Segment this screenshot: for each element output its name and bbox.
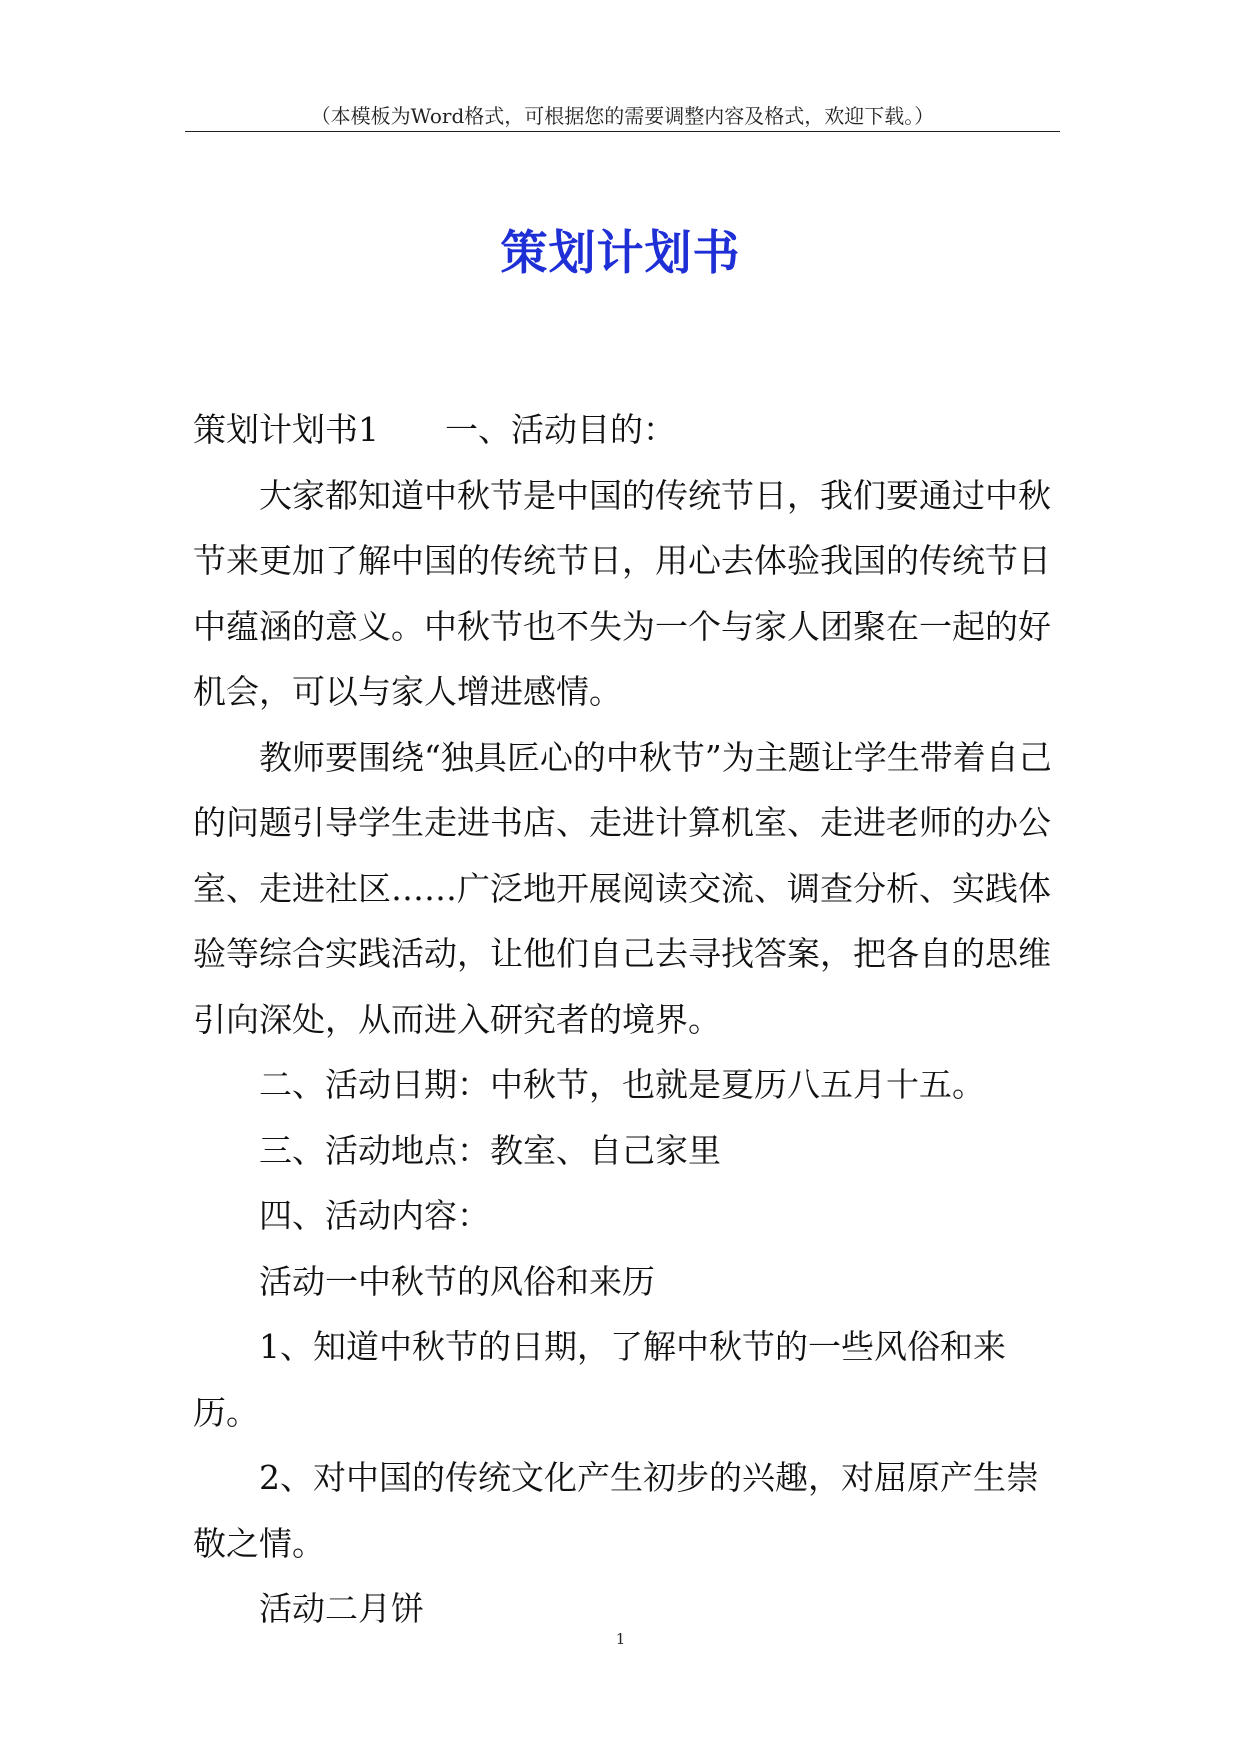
paragraph-activity-one: 活动一中秋节的风俗和来历 [259, 1261, 655, 1301]
document-title: 策划计划书 [500, 226, 741, 281]
paragraph-date: 二、活动日期：中秋节，也就是夏历八五月十五。 [259, 1065, 985, 1104]
paragraph-item-one: 1、知道中秋节的日期，了解中秋节的一些风俗和来历。 [193, 1327, 1006, 1432]
first-line [193, 397, 1063, 463]
paragraph-item-two: 2、对中国的传统文化产生初步的兴趣，对屈原产生崇敬之情。 [193, 1458, 1039, 1563]
paragraph-teacher: 教师要围绕“独具匠心的中秋节”为主题让学生带着自己的问题引导学生走进书店、走进计算机室、走进老师的办公室、走进社区……广泛地开展阅读交流、调查分析、实践体验等综合实践活动，让他们自己去寻找答案，把各自的思维引向深处，从而进入研究者的境界。 [193, 737, 1052, 1039]
paragraph-activity-two: 活动二月饼 [259, 1589, 424, 1628]
page-number: 1 [615, 1630, 626, 1648]
header-divider [185, 131, 1060, 132]
section-heading: 一、活动目的： [445, 410, 676, 449]
paragraph-content-heading: 四、活动内容： [259, 1196, 490, 1235]
section-label: 策划计划书1 [193, 410, 379, 449]
document-body [193, 397, 1063, 1642]
header-note: （本模板为Word格式，可根据您的需要调整内容及格式，欢迎下载。） [310, 104, 935, 128]
paragraph-purpose: 大家都知道中秋节是中国的传统节日，我们要通过中秋节来更加了解中国的传统节日，用心去体验我国的传统节日中蕴涵的意义。中秋节也不失为一个与家人团聚在一起的好机会，可以与家人增进感情。 [193, 475, 1051, 711]
paragraph-location: 三、活动地点：教室、自己家里 [259, 1130, 721, 1170]
